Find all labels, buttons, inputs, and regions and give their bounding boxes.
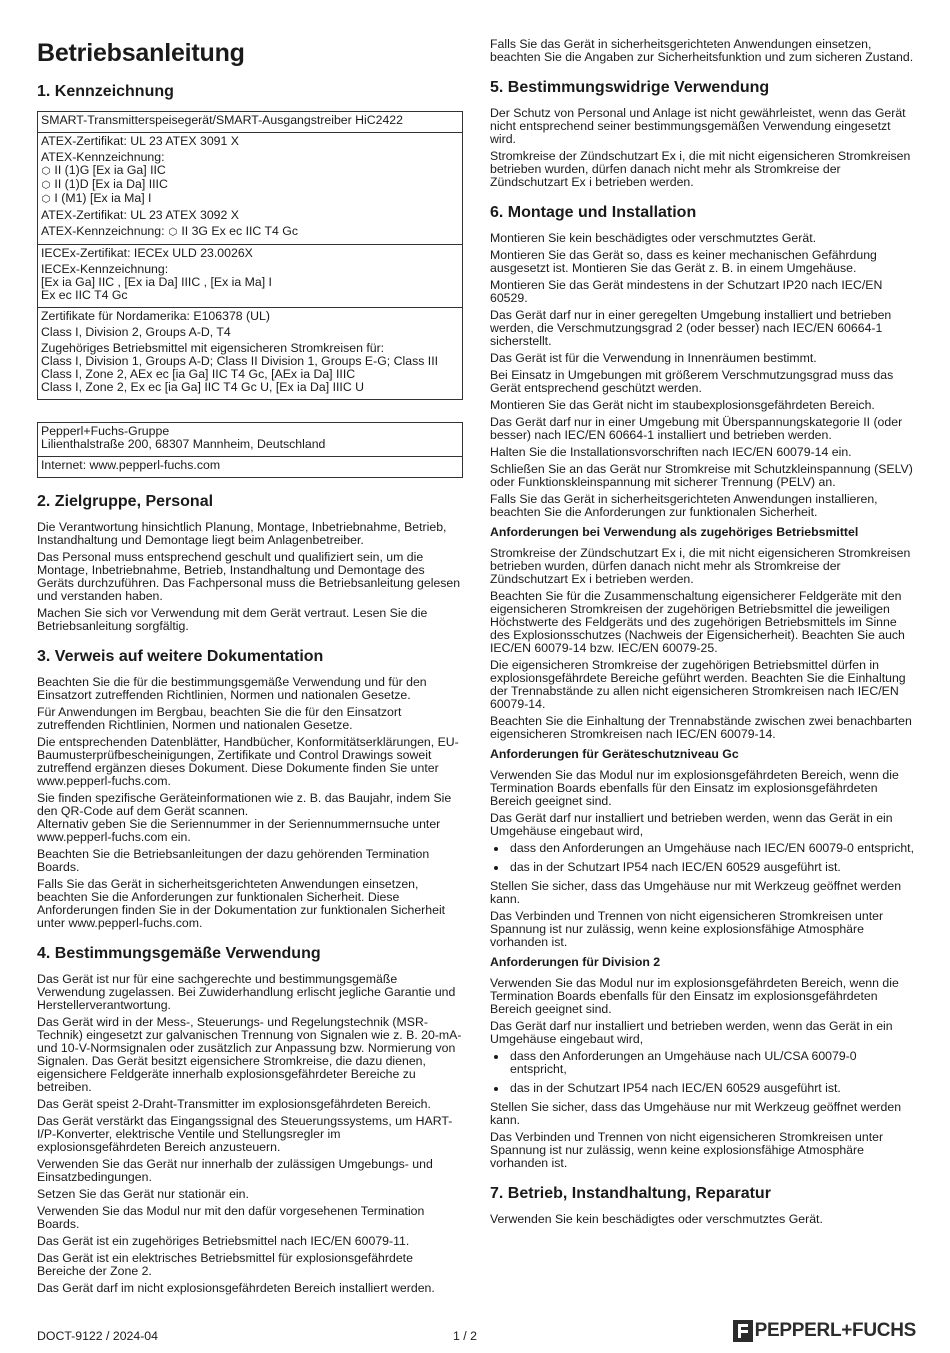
paragraph: Das Gerät darf im nicht explosionsgefährdeten Bereich installiert werden. bbox=[37, 1281, 435, 1295]
paragraph: Montieren Sie das Gerät nicht im staubexplosionsgefährdeten Bereich. bbox=[490, 398, 875, 412]
atex-certificate: ATEX-Zertifikat: UL 23 ATEX 3091 X bbox=[41, 134, 239, 148]
paragraph: Das Gerät wird in der Mess-, Steuerungs- und Regelungstechnik (MSR-Technik) eingesetzt zur galvanischen Trennung von Signalen wie z. B. 20-mA- und 10-V-Normsignalen oder zusätzlich zur Anpassung bzw. Normierung von Signalen. Das Gerät besitzt eigensichere Stromkreise, die dazu dienen, eigensichere Feldgeräte innerhalb explosionsgefährdeter Bereiche zu betreiben. bbox=[37, 1015, 462, 1094]
paragraph: Stellen Sie sicher, dass das Umgehäuse nur mit Werkzeug geöffnet werden kann. bbox=[490, 1100, 902, 1127]
paragraph: Sie finden spezifische Geräteinformationen wie z. B. das Baujahr, indem Sie den QR-Code auf dem Gerät scannen. bbox=[37, 791, 452, 818]
paragraph: Das Gerät verstärkt das Eingangssignal des Steuerungssystems, um HART-I/P-Konverter, elektrische Ventile und Stellungsregler im explosionsgefährdeten Bereich anzusteuern. bbox=[37, 1114, 453, 1154]
subsection-heading: Anforderungen für Geräteschutzniveau Gc bbox=[490, 747, 739, 761]
manufacturer-table bbox=[37, 422, 463, 478]
paragraph: Das Gerät ist nur für eine sachgerechte und bestimmungsgemäße Verwendung zugelassen. Bei Zuwiderhandlung erlischt jegliche Garantie und Herstellerverantwortung. bbox=[37, 972, 456, 1012]
paragraph: Das Gerät darf nur installiert und betrieben werden, wenn das Gerät in ein Umgehäuse eingebaut wird, bbox=[490, 1019, 893, 1046]
paragraph: Bei Einsatz in Umgebungen mit größerem Verschmutzungsgrad muss das Gerät entsprechend geschützt werden. bbox=[490, 368, 894, 395]
iecex-certificate: IECEx-Zertifikat: IECEx ULD 23.0026X bbox=[41, 246, 253, 260]
marking-row bbox=[38, 132, 462, 244]
paragraph: Das Verbinden und Trennen von nicht eigensicheren Stromkreisen unter Spannung ist nur zulässig, wenn keine explosionsfähige Atmosphäre vorhanden ist. bbox=[490, 1130, 884, 1170]
paragraph: Falls Sie das Gerät in sicherheitsgerichteten Anwendungen einsetzen, beachten Sie die Anforderungen zur funktionalen Sicherheit. Diese Anforderungen finden Sie in der Dokumentation zur funktionalen Sicherheit unter www.pepperl-fuchs.com. bbox=[37, 877, 446, 930]
manufacturer-website: Internet: www.pepperl-fuchs.com bbox=[41, 458, 221, 472]
left-column bbox=[37, 34, 463, 1299]
list-item: • dass den Anforderungen an Umgehäuse nach IEC/EN 60079-0 entspricht, bbox=[508, 842, 916, 855]
list-item: • dass den Anforderungen an Umgehäuse nach UL/CSA 60079-0 entspricht, bbox=[508, 1050, 916, 1076]
ex-hexagon-icon: ⬡ bbox=[168, 227, 178, 238]
iecex-marking: IECEx-Kennzeichnung: [Ex ia Ga] IIC , [Ex ia Da] IIIC , [Ex ia Ma] I Ex ec IIC T4 Gc bbox=[41, 262, 272, 302]
atex-marking: ATEX-Kennzeichnung: ⬡ II (1)G [Ex ia Ga] IIC ⬡ II (1)D [Ex ia Da] IIIC ⬡ I (M1) [Ex ia Ma] I bbox=[41, 150, 168, 205]
paragraph: Das Gerät darf nur in einer Umgebung mit Überspannungskategorie II (oder besser) nach IEC/EN 60664-1 installiert und betrieben werden. bbox=[490, 415, 903, 442]
marking-row bbox=[38, 244, 462, 307]
paragraph: Das Personal muss entsprechend geschult und qualifiziert sein, um die Montage, Inbetriebnahme, Betrieb, Instandhaltung und Demontage des Geräts durchzuführen. Das Fachpersonal muss die Betriebsanleitung gelesen und verstanden haben. bbox=[37, 550, 461, 603]
section-heading: 7. Betrieb, Instandhaltung, Reparatur bbox=[490, 1185, 771, 1202]
manufacturer-address: Pepperl+Fuchs-Gruppe Lilienthalstraße 200, 68307 Mannheim, Deutschland bbox=[41, 424, 326, 451]
paragraph: Die Verantwortung hinsichtlich Planung, Montage, Inbetriebnahme, Betrieb, Instandhaltung und Demontage liegt beim Anlagenbetreiber. bbox=[37, 520, 447, 547]
paragraph: Montieren Sie das Gerät mindestens in der Schutzart IP20 nach IEC/EN 60529. bbox=[490, 278, 883, 305]
paragraph: Das Verbinden und Trennen von nicht eigensicheren Stromkreisen unter Spannung ist nur zulässig, wenn keine explosionsfähige Atmosphäre vorhanden ist. bbox=[490, 909, 884, 949]
brand-logo bbox=[733, 1320, 916, 1342]
subsection-heading: Anforderungen bei Verwendung als zugehöriges Betriebsmittel bbox=[490, 525, 859, 539]
paragraph: Stellen Sie sicher, dass das Umgehäuse nur mit Werkzeug geöffnet werden kann. bbox=[490, 879, 902, 906]
document-title: Betriebsanleitung bbox=[37, 39, 245, 67]
paragraph: Die eigensicheren Stromkreise der zugehörigen Betriebsmittel dürfen in explosionsgefährdete Bereiche geführt werden. Beachten Sie die Einhaltung der Trennabstände zu allen nicht eigensicheren Stromkreisen nach IEC/EN 60079-14. bbox=[490, 658, 906, 711]
paragraph: Verwenden Sie das Modul nur im explosionsgefährdeten Bereich, wenn die Termination Boards ebenfalls für den Einsatz im explosionsgefährdeten Bereich geeignet sind. bbox=[490, 976, 899, 1016]
paragraph: Falls Sie das Gerät in sicherheitsgerichteten Anwendungen einsetzen, beachten Sie die Angaben zur Sicherheitsfunktion und zum sicheren Zustand. bbox=[490, 37, 914, 64]
right-column bbox=[490, 34, 916, 1230]
paragraph: Beachten Sie für die Zusammenschaltung eigensicherer Feldgeräte mit den eigensicheren Stromkreisen der zugehörigen Betriebsmittel die jeweiligen Höchstwerte des Feldgeräts und des zugehörigen Betriebsmittels im Sinne des Explosionsschutzes (Nachweis der Eigensicherheit). Beachten Sie auch IEC/EN 60079-14 bzw. IEC/EN 60079-25. bbox=[490, 589, 905, 655]
section-heading: 1. Kennzeichnung bbox=[37, 83, 174, 100]
ex-hexagon-icon: ⬡ bbox=[41, 180, 51, 191]
paragraph: Das Gerät ist für die Verwendung in Innenräumen bestimmt. bbox=[490, 351, 817, 365]
paragraph: Montieren Sie das Gerät so, dass es keiner mechanischen Gefährdung ausgesetzt ist. Montieren Sie das Gerät z. B. in einem Umgehäuse. bbox=[490, 248, 877, 275]
paragraph: Verwenden Sie kein beschädigtes oder verschmutztes Gerät. bbox=[490, 1212, 823, 1226]
paragraph: Beachten Sie die Betriebsanleitungen der dazu gehörenden Termination Boards. bbox=[37, 847, 430, 874]
section-heading: 4. Bestimmungsgemäße Verwendung bbox=[37, 945, 321, 962]
paragraph: Falls Sie das Gerät in sicherheitsgerichteten Anwendungen installieren, beachten Sie die Anforderungen zur funktionalen Sicherheit. bbox=[490, 492, 878, 519]
paragraph: Das Gerät speist 2-Draht-Transmitter im explosionsgefährdeten Bereich. bbox=[37, 1097, 431, 1111]
paragraph: Setzen Sie das Gerät nur stationär ein. bbox=[37, 1187, 249, 1201]
paragraph: Beachten Sie die Einhaltung der Trennabstände zwischen zwei benachbarten eigensicheren Stromkreisen nach IEC/EN 60079-14. bbox=[490, 714, 912, 741]
marking-table bbox=[37, 111, 463, 400]
manufacturer-row bbox=[38, 423, 462, 456]
section-heading: 5. Bestimmungswidrige Verwendung bbox=[490, 79, 770, 96]
page-footer bbox=[37, 1320, 916, 1350]
paragraph: Schließen Sie an das Gerät nur Stromkreise mit Schutzkleinspannung (SELV) oder Funktionskleinspannung mit sicherer Trennung (PELV) an. bbox=[490, 462, 913, 489]
paragraph: Das Gerät darf nur in einer geregelten Umgebung installiert und betrieben werden, die Verschmutzungsgrad 2 (oder besser) nach IEC/EN 60664-1 sicherstellt. bbox=[490, 308, 892, 348]
list-item: • das in der Schutzart IP54 nach IEC/EN 60529 ausgeführt ist. bbox=[508, 861, 916, 874]
bullet-list bbox=[490, 1050, 916, 1095]
paragraph: Das Gerät ist ein elektrisches Betriebsmittel für explosionsgefährdete Bereiche der Zone 2. bbox=[37, 1251, 413, 1278]
paragraph: Verwenden Sie das Gerät nur innerhalb der zulässigen Umgebungs- und Einsatzbedingungen. bbox=[37, 1157, 433, 1184]
section-heading: 6. Montage und Installation bbox=[490, 204, 697, 221]
paragraph: Verwenden Sie das Modul nur mit den dafür vorgesehenen Termination Boards. bbox=[37, 1204, 425, 1231]
atex-marking: ATEX-Kennzeichnung: ⬡ II 3G Ex ec IIC T4 Gc bbox=[41, 224, 298, 238]
north-america-class: Class I, Division 2, Groups A-D, T4 bbox=[41, 325, 231, 339]
paragraph: Alternativ geben Sie die Seriennummer in der Seriennummernsuche unter www.pepperl-fuchs.com ein. bbox=[37, 817, 441, 844]
paragraph: Machen Sie sich vor Verwendung mit dem Gerät vertraut. Lesen Sie die Betriebsanleitung sorgfältig. bbox=[37, 606, 428, 633]
section-heading: 3. Verweis auf weitere Dokumentation bbox=[37, 648, 324, 665]
list-item: • das in der Schutzart IP54 nach IEC/EN 60529 ausgeführt ist. bbox=[508, 1082, 916, 1095]
paragraph: Montieren Sie kein beschädigtes oder verschmutztes Gerät. bbox=[490, 231, 817, 245]
logo-text: PEPPERL+FUCHS bbox=[754, 1320, 916, 1341]
ex-hexagon-icon: ⬡ bbox=[41, 194, 51, 205]
marking-row bbox=[38, 112, 462, 132]
manufacturer-row bbox=[38, 456, 462, 477]
paragraph: Das Gerät ist ein zugehöriges Betriebsmittel nach IEC/EN 60079-11. bbox=[37, 1234, 410, 1248]
marking-row bbox=[38, 307, 462, 399]
ex-hexagon-icon: ⬡ bbox=[41, 166, 51, 177]
pepperl-fuchs-logo-icon bbox=[733, 1320, 753, 1342]
atex-certificate: ATEX-Zertifikat: UL 23 ATEX 3092 X bbox=[41, 208, 239, 222]
paragraph: Das Gerät darf nur installiert und betrieben werden, wenn das Gerät in ein Umgehäuse eingebaut wird, bbox=[490, 811, 893, 838]
paragraph: Stromkreise der Zündschutzart Ex i, die mit nicht eigensicheren Stromkreisen betrieben wurden, dürfen danach nicht mehr als Stromkreise der Zündschutzart Ex i betrieben werden. bbox=[490, 546, 911, 586]
product-name: SMART-Transmitterspeisegerät/SMART-Ausgangstreiber HiC2422 bbox=[41, 113, 403, 127]
north-america-certificate: Zertifikate für Nordamerika: E106378 (UL) bbox=[41, 309, 270, 323]
associated-apparatus: Zugehöriges Betriebsmittel mit eigensicheren Stromkreisen für: Class I, Division 1, Groups A-D; Class II Division 1, Groups E-G; Class III Class I, Zone 2, AEx ec [ia Ga] IIC T4 Gc, [AEx ia Da] IIIC Class I, Zone 2, Ex ec [ia Ga] IIC T4 Gc U, [Ex ia Da] IIIC U bbox=[41, 341, 439, 394]
page-number: 1 / 2 bbox=[453, 1329, 477, 1343]
paragraph: Halten Sie die Installationsvorschriften nach IEC/EN 60079-14 ein. bbox=[490, 445, 852, 459]
paragraph: Für Anwendungen im Bergbau, beachten Sie die für den Einsatzort zutreffenden Richtlinien, Normen und nationalen Gesetze. bbox=[37, 705, 402, 732]
subsection-heading: Anforderungen für Division 2 bbox=[490, 955, 661, 969]
section-heading: 2. Zielgruppe, Personal bbox=[37, 493, 214, 510]
document-id: DOCT-9122 / 2024-04 bbox=[37, 1329, 158, 1343]
paragraph: Der Schutz von Personal und Anlage ist nicht gewährleistet, wenn das Gerät nicht entsprechend seiner bestimmungsgemäßen Verwendung eingesetzt wird. bbox=[490, 106, 906, 146]
paragraph: Beachten Sie die für die bestimmungsgemäße Verwendung und für den Einsatzort zutreffenden Richtlinien, Normen und nationalen Gesetze. bbox=[37, 675, 427, 702]
paragraph: Verwenden Sie das Modul nur im explosionsgefährdeten Bereich, wenn die Termination Boards ebenfalls für den Einsatz im explosionsgefährdeten Bereich geeignet sind. bbox=[490, 768, 899, 808]
paragraph: Die entsprechenden Datenblätter, Handbücher, Konformitätserklärungen, EU-Baumusterprüfbescheinigungen, Zertifikate und Control Drawings soweit zutreffend ergänzen dieses Dokument. Diese Dokumente finden Sie unter www.pepperl-fuchs.com. bbox=[37, 735, 459, 788]
paragraph: Stromkreise der Zündschutzart Ex i, die mit nicht eigensicheren Stromkreisen betrieben wurden, dürfen danach nicht mehr als Stromkreise der Zündschutzart Ex i betrieben werden. bbox=[490, 149, 911, 189]
bullet-list bbox=[490, 842, 916, 874]
